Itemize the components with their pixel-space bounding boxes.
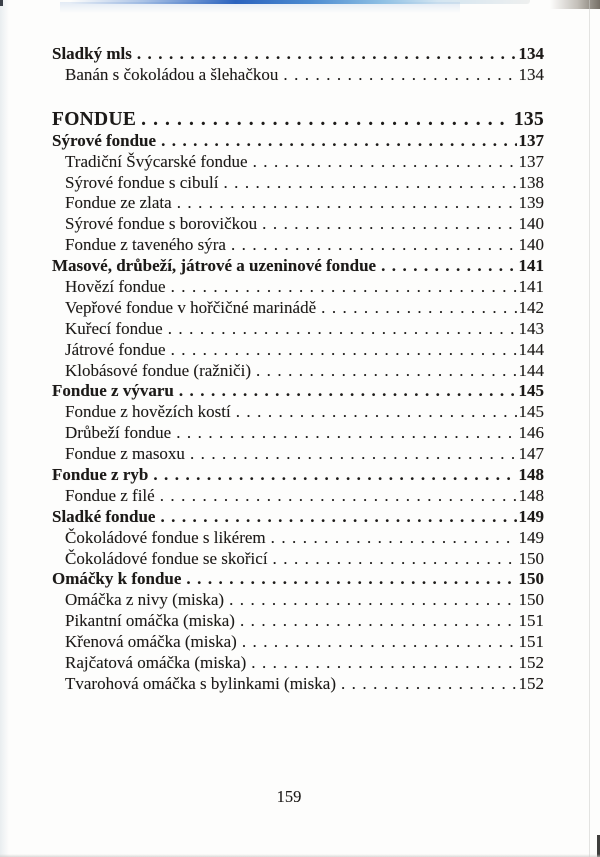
dot-leader	[321, 298, 516, 319]
toc-entry-label: Sýrové fondue	[52, 130, 157, 150]
dot-leader	[381, 256, 516, 277]
dot-leader	[231, 235, 517, 256]
dot-leader	[160, 486, 517, 507]
toc-entry	[52, 590, 544, 611]
toc-entry-page: 152	[518, 653, 544, 673]
dot-leader	[273, 549, 517, 570]
toc-entry-label: Drůbeží fondue	[65, 423, 172, 443]
toc-entry-label: Sýrové fondue s borovičkou	[65, 214, 258, 234]
dot-leader	[341, 674, 517, 695]
dot-leader	[171, 277, 517, 298]
toc-entry-label: Kuřecí fondue	[65, 318, 163, 338]
toc-entry-label: Sýrové fondue s cibulí	[65, 172, 219, 192]
dot-leader	[141, 109, 512, 131]
scan-top-blue-streak	[70, 0, 530, 4]
table-of-contents	[52, 44, 544, 695]
toc-entry-label: Čokoládové fondue s likérem	[65, 527, 266, 547]
toc-entry-page: 141	[518, 277, 544, 297]
toc-entry-page: 139	[518, 193, 544, 213]
toc-entry	[52, 569, 544, 590]
toc-entry-label: Sladké fondue	[52, 506, 156, 526]
toc-entry	[52, 611, 544, 632]
toc-entry	[52, 632, 544, 653]
dot-leader	[251, 653, 516, 674]
toc-entry	[52, 507, 544, 528]
toc-entry	[52, 486, 544, 507]
toc-entry	[52, 423, 544, 444]
dot-leader	[229, 590, 516, 611]
dot-leader	[242, 632, 517, 653]
toc-section-gap	[52, 86, 544, 109]
toc-entry-label: Fondue z ryb	[52, 465, 149, 485]
toc-entry-page: 146	[518, 423, 544, 443]
toc-entry-label: Sladký mls	[52, 44, 132, 63]
toc-entry-label: FONDUE	[52, 108, 137, 130]
toc-entry-label: Hovězí fondue	[65, 277, 166, 297]
toc-entry	[52, 256, 544, 277]
toc-entry-page: 135	[513, 108, 544, 130]
toc-entry-label: Rajčatová omáčka (miska)	[65, 653, 247, 673]
dot-leader	[256, 361, 517, 382]
dot-leader	[153, 465, 516, 486]
dot-leader	[236, 402, 517, 423]
toc-entry-page: 150	[518, 569, 544, 589]
scan-right-edge-line	[589, 0, 590, 857]
toc-entry	[52, 44, 544, 65]
dot-leader	[137, 44, 517, 65]
toc-entry-page: 150	[518, 548, 544, 568]
dot-leader	[271, 528, 517, 549]
toc-entry-page: 144	[518, 360, 544, 380]
toc-entry-label: Omáčka z nivy (miska)	[65, 590, 225, 610]
dot-leader	[161, 131, 516, 152]
toc-entry	[52, 298, 544, 319]
toc-entry	[52, 402, 544, 423]
toc-entry-page: 151	[518, 611, 544, 631]
toc-entry	[52, 465, 544, 486]
toc-entry	[52, 65, 544, 86]
toc-entry-label: Fondue z taveného sýra	[65, 235, 226, 255]
toc-entry-page: 145	[518, 381, 544, 401]
toc-entry	[52, 361, 544, 382]
scan-top-right-smudge	[550, 0, 600, 9]
toc-entry-label: Fondue z filé	[65, 485, 155, 505]
toc-entry	[52, 528, 544, 549]
toc-entry	[52, 340, 544, 361]
toc-entry-label: Fondue z hovězích kostí	[65, 402, 231, 422]
toc-entry-label: Fondue z vývaru	[52, 381, 174, 401]
dot-leader	[223, 173, 516, 194]
toc-entry-page: 148	[518, 485, 544, 505]
toc-entry-page: 137	[518, 130, 544, 150]
toc-entry-page: 142	[518, 297, 544, 317]
toc-entry	[52, 109, 544, 131]
toc-entry-label: Banán s čokoládou a šlehačkou	[65, 64, 279, 84]
toc-entry-label: Tradiční Švýcarské fondue	[65, 151, 248, 171]
toc-entry-page: 137	[518, 151, 544, 171]
toc-entry	[52, 152, 544, 173]
scan-left-edge-shade	[0, 0, 9, 857]
toc-entry-label: Játrové fondue	[65, 339, 166, 359]
toc-entry-label: Pikantní omáčka (miska)	[65, 611, 235, 631]
toc-entry-page: 140	[518, 235, 544, 255]
dot-leader	[176, 423, 516, 444]
toc-entry-page: 141	[518, 256, 544, 276]
toc-entry-page: 149	[518, 527, 544, 547]
toc-entry-label: Čokoládové fondue se skořicí	[65, 548, 268, 568]
toc-entry-page: 151	[518, 632, 544, 652]
dot-leader	[190, 444, 517, 465]
dot-leader	[179, 381, 517, 402]
toc-entry-page: 145	[518, 402, 544, 422]
dot-leader	[253, 152, 517, 173]
dot-leader	[186, 569, 516, 590]
toc-entry	[52, 319, 544, 340]
toc-entry-label: Křenová omáčka (miska)	[65, 632, 237, 652]
dot-leader	[168, 319, 517, 340]
toc-entry-page: 149	[518, 506, 544, 526]
toc-entry-label: Fondue ze zlata	[65, 193, 172, 213]
toc-entry-page: 152	[518, 673, 544, 693]
dot-leader	[283, 65, 516, 86]
toc-entry	[52, 173, 544, 194]
dot-leader	[262, 214, 516, 235]
toc-entry-label: Omáčky k fondue	[52, 569, 182, 589]
toc-entry	[52, 277, 544, 298]
toc-entry	[52, 549, 544, 570]
toc-entry	[52, 653, 544, 674]
toc-entry-label: Klobásové fondue (ražniči)	[65, 360, 251, 380]
toc-entry	[52, 193, 544, 214]
toc-entry	[52, 444, 544, 465]
toc-entry-page: 150	[518, 590, 544, 610]
toc-entry-page: 138	[518, 172, 544, 192]
toc-entry-page: 147	[518, 444, 544, 464]
toc-entry	[52, 214, 544, 235]
toc-entry	[52, 381, 544, 402]
dot-leader	[171, 340, 517, 361]
toc-entry	[52, 131, 544, 152]
toc-entry-label: Tvarohová omáčka s bylinkami (miska)	[65, 673, 336, 693]
toc-entry-page: 143	[518, 318, 544, 338]
dot-leader	[160, 507, 516, 528]
toc-entry-page: 134	[518, 64, 544, 84]
toc-entry-page: 140	[518, 214, 544, 234]
dot-leader	[240, 611, 517, 632]
toc-entry	[52, 235, 544, 256]
page-number: 159	[276, 787, 302, 806]
toc-entry-page: 144	[518, 339, 544, 359]
toc-entry-page: 148	[518, 465, 544, 485]
toc-entry-label: Masové, drůbeží, játrové a uzeninové fondue	[52, 256, 377, 276]
toc-entry	[52, 674, 544, 695]
scan-top-left-speck	[0, 0, 3, 6]
dot-leader	[177, 193, 517, 214]
toc-entry-label: Fondue z masoxu	[65, 444, 185, 464]
toc-entry-page: 134	[518, 44, 544, 63]
toc-entry-label: Vepřové fondue v hořčičné marinádě	[65, 297, 317, 317]
